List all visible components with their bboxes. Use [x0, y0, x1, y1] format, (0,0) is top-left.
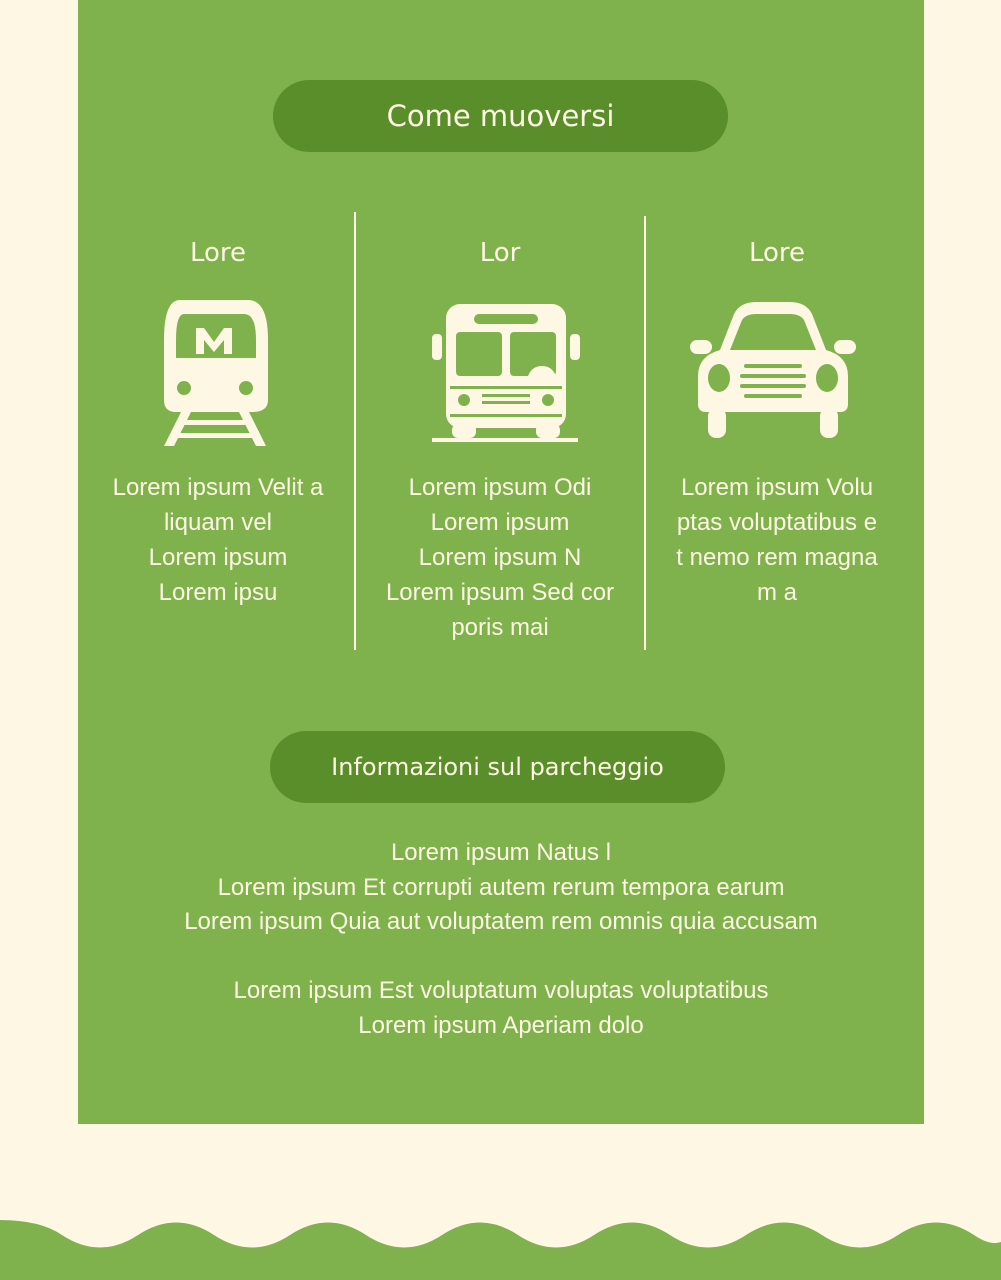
- parking-title-pill: [270, 731, 725, 803]
- parking-info: [78, 836, 924, 1043]
- metro-train-icon: [162, 300, 272, 450]
- column-divider: [354, 212, 356, 650]
- parking-line: Lorem ipsum Et corrupti autem rerum tempora earum: [217, 873, 785, 901]
- parking-line: Lorem ipsum Quia aut voluptatem rem omnis quia accusam: [184, 908, 818, 935]
- column-line: m a: [756, 579, 797, 606]
- column-line: Lorem ipsum Sed cor: [385, 579, 615, 606]
- parking-line: Lorem ipsum Natus l: [390, 839, 612, 866]
- column-line: Lorem ipsum: [430, 509, 570, 536]
- column-line: Lorem ipsum Odi: [408, 474, 592, 501]
- column-title-metro: Lore: [189, 238, 247, 268]
- paragraph-gap: [78, 940, 924, 975]
- column-line: ptas voluptatibus e: [676, 509, 878, 536]
- column-title-car: Lore: [748, 238, 806, 268]
- section-title-pill: [273, 80, 728, 152]
- transport-panel: [78, 0, 924, 1124]
- car-icon: [690, 300, 856, 440]
- column-text-car: [638, 470, 916, 610]
- parking-title: Informazioni sul parcheggio: [331, 753, 664, 781]
- column-line: Lorem ipsum Velit a: [112, 474, 324, 501]
- parking-line: Lorem ipsum Est voluptatum voluptas voluptatibus: [233, 977, 769, 1004]
- column-text-metro: [78, 470, 358, 610]
- column-line: liquam vel: [163, 509, 273, 536]
- column-line: Lorem ipsu: [158, 579, 278, 606]
- column-line: Lorem ipsum N: [418, 544, 582, 571]
- parking-line: Lorem ipsum Aperiam dolo: [358, 1011, 644, 1039]
- column-line: t nemo rem magna: [676, 544, 878, 571]
- decorative-wave: [0, 1180, 1001, 1280]
- column-line: poris mai: [451, 614, 549, 641]
- bus-icon: [432, 304, 580, 444]
- section-title: Come muoversi: [386, 99, 615, 133]
- column-title-bus: Lor: [479, 238, 521, 268]
- column-line: Lorem ipsum: [148, 544, 288, 571]
- column-line: Lorem ipsum Volu: [680, 474, 874, 501]
- column-text-bus: [360, 470, 640, 645]
